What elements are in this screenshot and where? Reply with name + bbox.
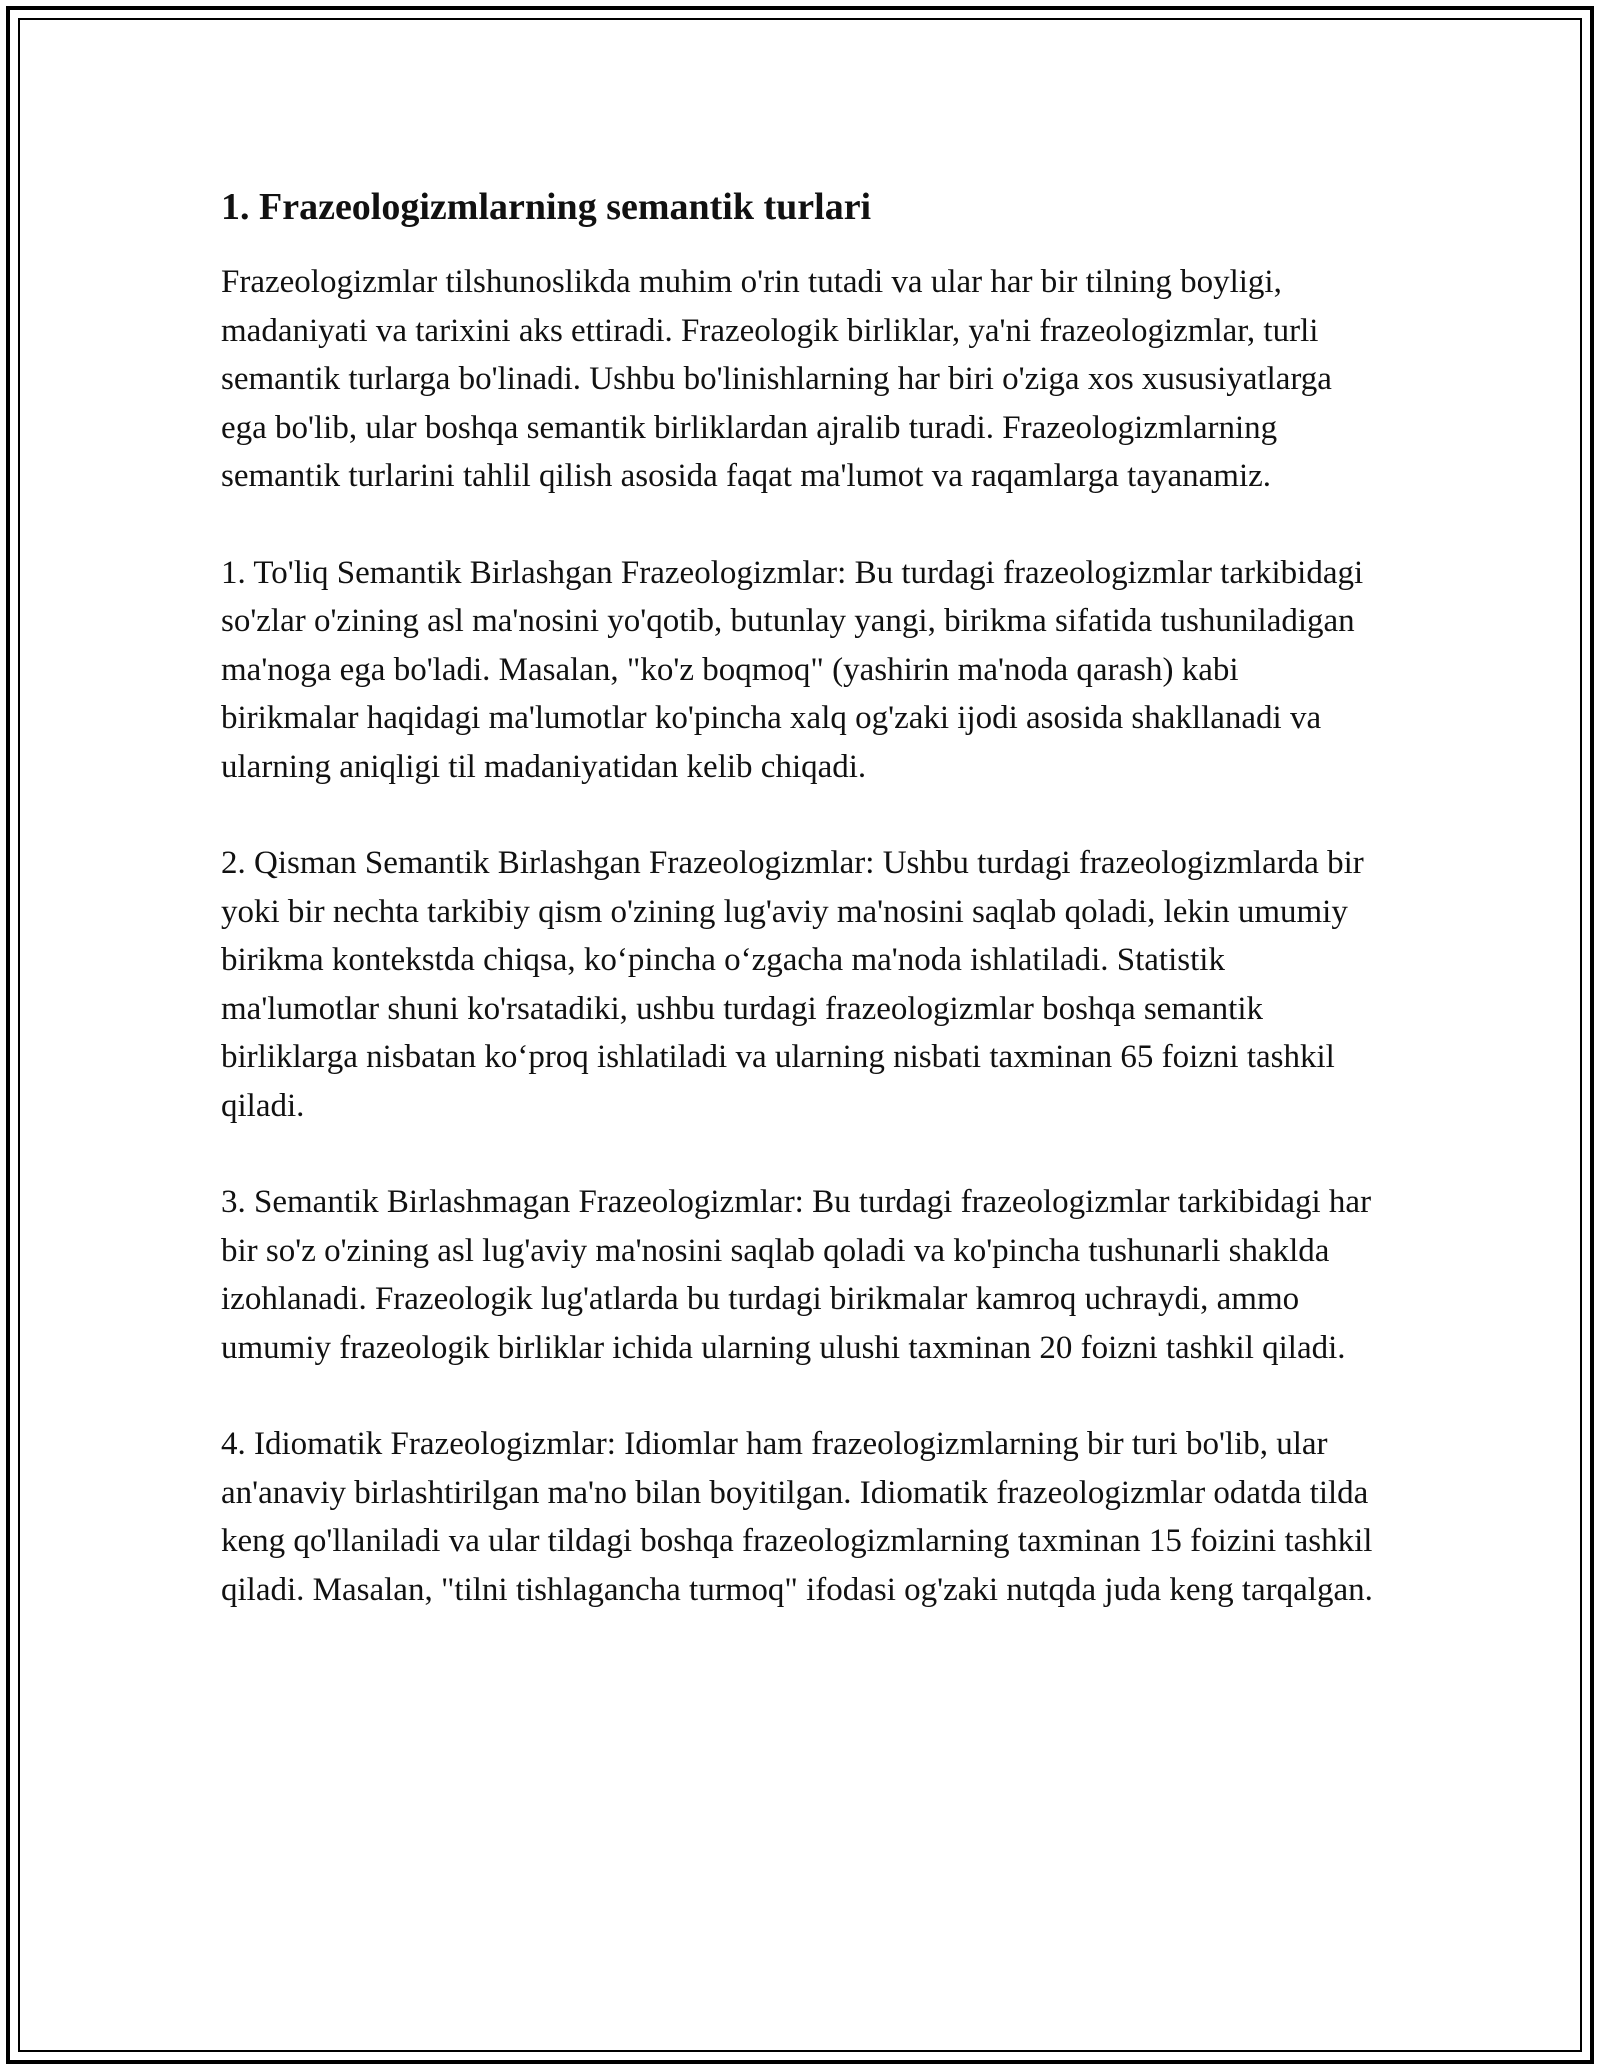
paragraph-idiomatic: 4. Idiomatik Frazeologizmlar: Idiomlar ham frazeologizmlarning bir turi bo'lib, ular an'anaviy birlashtirilgan ma'no bilan boyitilgan. Idiomatik frazeologizmlar odatda tilda keng qo'llaniladi va ular tildagi boshqa frazeologizmlarning taxminan 15 foizini tashkil qiladi. Masalan, "tilni tishlagancha turmoq" ifodasi og'zaki nutqda juda keng tarqalgan. [221,1426,1373,1608]
document-body [221,178,1381,1662]
paragraph-non-fused: 3. Semantik Birlashmagan Frazeologizmlar: Bu turdagi frazeologizmlar tarkibidagi har bir so'z o'zining asl lug'aviy ma'nosini saqlab qoladi va ko'pincha tushunarli shaklda izohlanadi. Frazeologik lug'atlarda bu turdagi birikmalar kamroq uchraydi, ammo umumiy frazeologik birliklar ichida ularning ulushi taxminan 20 foizni tashkil qiladi. [221,1184,1372,1366]
paragraph-full-semantic-fusion: 1. To'liq Semantik Birlashgan Frazeologizmlar: Bu turdagi frazeologizmlar tarkibidagi so'zlar o'zining asl ma'nosini yo'qotib, butunlay yangi, birikma sifatida tushuniladigan ma'noga ega bo'ladi. Masalan, "ko'z boqmoq" (yashirin ma'noda qarash) kabi birikmalar haqidagi ma'lumotlar ko'pincha xalq og'zaki ijodi asosida shakllanadi va ularning aniqligi til madaniyatidan kelib chiqadi. [221,554,1364,785]
paragraph-partial-semantic-fusion: 2. Qisman Semantik Birlashgan Frazeologizmlar: Ushbu turdagi frazeologizmlarda bir yoki bir nechta tarkibiy qism o'zining lug'aviy ma'nosini saqlab qoladi, lekin umumiy birikma kontekstda chiqsa, ko‘pincha o‘zgacha ma'noda ishlatiladi. Statistik ma'lumotlar shuni ko'rsatadiki, ushbu turdagi frazeologizmlar boshqa semantik birliklarga nisbatan ko‘proq ishlatiladi va ularning nisbati taxminan 65 foizni tashkil qiladi. [221,845,1364,1124]
section-heading: 1. Frazeologizmlarning semantik turlari [221,186,872,228]
intro-paragraph: Frazeologizmlar tilshunoslikda muhim o'rin tutadi va ular har bir tilning boyligi, madaniyati va tarixini aks ettiradi. Frazeologik birliklar, ya'ni frazeologizmlar, turli semantik turlarga bo'linadi. Ushbu bo'linishlarning har biri o'ziga xos xususiyatlarga ega bo'lib, ular boshqa semantik birliklardan ajralib turadi. Frazeologizmlarning semantik turlarini tahlil qilish asosida faqat ma'lumot va raqamlarga tayanamiz. [221,264,1332,494]
